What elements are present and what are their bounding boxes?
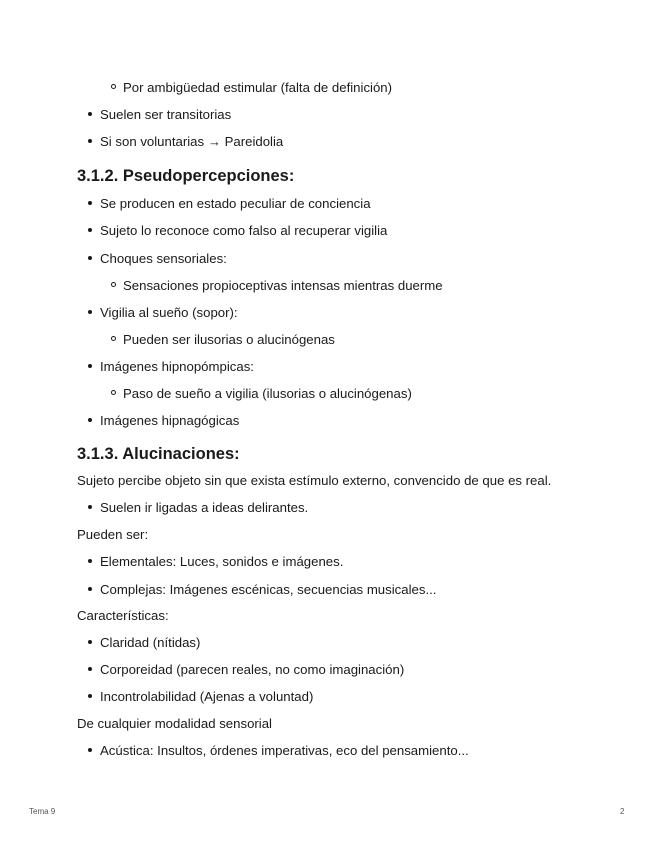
list-item: Vigilia al sueño (sopor): (100, 305, 238, 320)
bullet-marker (88, 228, 92, 232)
list-item: Incontrolabilidad (Ajenas a voluntad) (100, 689, 314, 704)
sub-bullet-marker (111, 390, 116, 395)
list-item: Suelen ser transitorias (100, 107, 232, 122)
list-item: Sujeto lo reconoce como falso al recuperar vigilia (100, 223, 388, 238)
sub-bullet-marker (111, 84, 116, 89)
list-item: Suelen ir ligadas a ideas delirantes. (100, 500, 309, 515)
paragraph: Pueden ser: (77, 527, 149, 542)
sub-bullet-marker (111, 282, 116, 287)
page-number: 2 (620, 807, 625, 816)
bullet-marker (88, 587, 92, 591)
list-item: Elementales: Luces, sonidos e imágenes. (100, 554, 344, 569)
list-item: Claridad (nítidas) (100, 635, 201, 650)
footer-label: Tema 9 (29, 807, 56, 816)
list-item: Por ambigüedad estimular (falta de definición) (123, 80, 393, 95)
list-item: Si son voluntarias → Pareidolia (100, 134, 284, 149)
bullet-marker (88, 139, 92, 143)
list-item: Pueden ser ilusorias o alucinógenas (123, 332, 335, 347)
list-item: Choques sensoriales: (100, 251, 227, 266)
bullet-marker (88, 640, 92, 644)
list-item: Imágenes hipnopómpicas: (100, 359, 254, 374)
list-item: Imágenes hipnagógicas (100, 413, 240, 428)
bullet-marker (88, 748, 92, 752)
list-item: Sensaciones propioceptivas intensas mientras duerme (123, 278, 443, 293)
paragraph: De cualquier modalidad sensorial (77, 716, 272, 731)
list-item: Complejas: Imágenes escénicas, secuencias musicales... (100, 582, 437, 597)
list-item: Acústica: Insultos, órdenes imperativas, eco del pensamiento... (100, 743, 469, 758)
section-heading-alucinaciones: 3.1.3. Alucinaciones: (77, 445, 240, 463)
bullet-marker (88, 694, 92, 698)
bullet-marker (88, 112, 92, 116)
paragraph: Características: (77, 608, 169, 623)
list-item: Paso de sueño a vigilia (ilusorias o alucinógenas) (123, 386, 412, 401)
bullet-marker (88, 201, 92, 205)
list-item: Se producen en estado peculiar de conciencia (100, 196, 371, 211)
bullet-marker (88, 256, 92, 260)
bullet-marker (88, 310, 92, 314)
section-heading-pseudopercepciones: 3.1.2. Pseudopercepciones: (77, 167, 295, 185)
bullet-marker (88, 505, 92, 509)
list-item: Corporeidad (parecen reales, no como imaginación) (100, 662, 405, 677)
bullet-marker (88, 559, 92, 563)
bullet-marker (88, 418, 92, 422)
bullet-marker (88, 364, 92, 368)
paragraph: Sujeto percibe objeto sin que exista estímulo externo, convencido de que es real. (77, 473, 552, 488)
bullet-marker (88, 667, 92, 671)
sub-bullet-marker (111, 336, 116, 341)
